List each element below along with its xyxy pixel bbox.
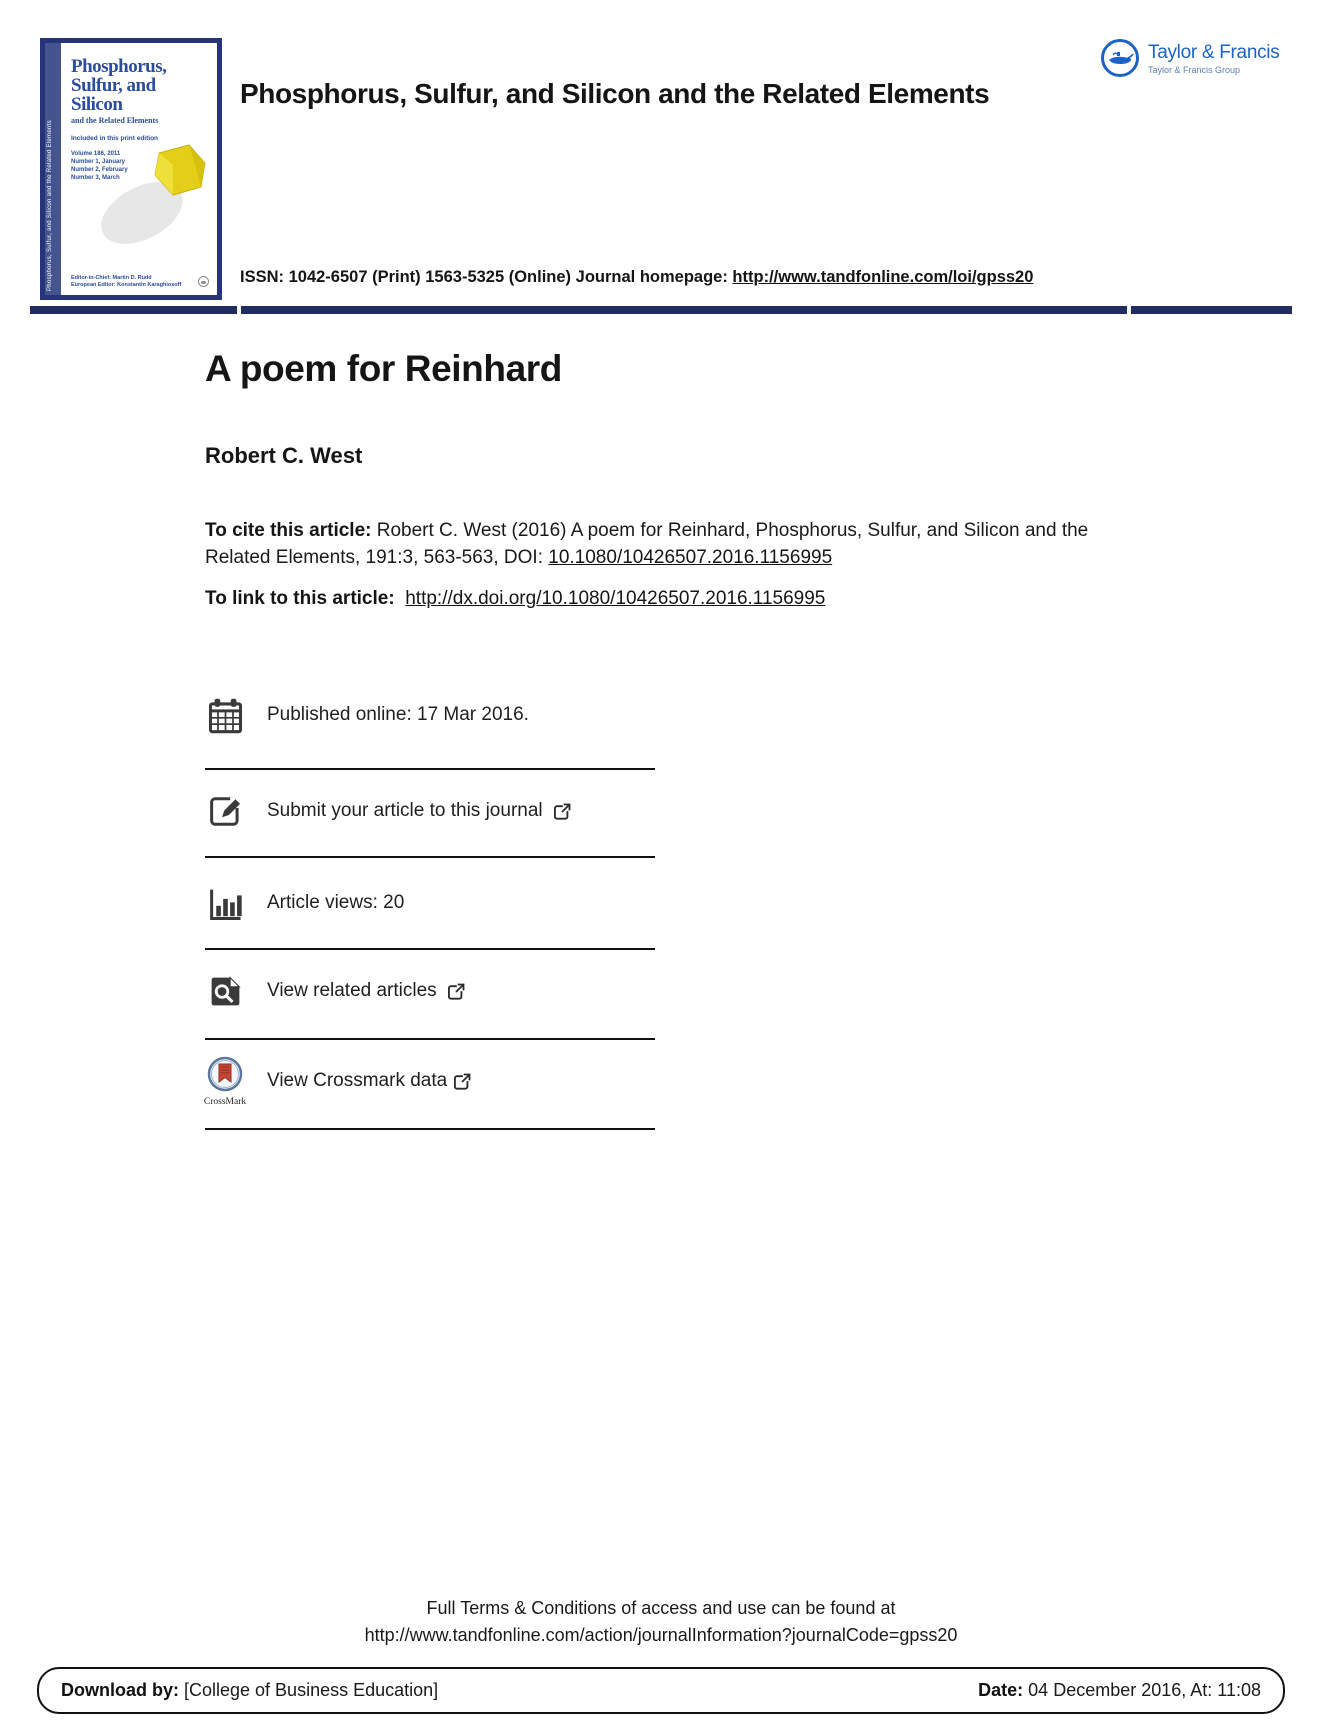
article-author: Robert C. West <box>205 443 363 468</box>
cover-issue-info: Volume 186, 2011 Number 1, January Number 2, February Number 3, March <box>71 151 128 181</box>
terms-url: http://www.tandfonline.com/action/journalInformation?journalCode=gpss20 <box>364 1625 958 1645</box>
tf-logo-name: Taylor & Francis <box>1148 42 1280 63</box>
external-link-icon <box>452 1072 472 1092</box>
related-articles-link[interactable]: View related articles <box>267 980 466 1002</box>
cover-publisher-mini-logo <box>198 276 209 287</box>
article-views-text: Article views: 20 <box>267 892 405 913</box>
related-articles-icon <box>205 973 245 1010</box>
cover-spine-text: Phosphorus, Sulfur, and Silicon and the Related Elements <box>45 43 61 295</box>
cover-title-line3: Silicon <box>71 94 123 115</box>
cover-subtitle: and the Related Elements <box>71 116 159 125</box>
cover-print-note: Included in this print edition <box>71 135 159 142</box>
divider-bar-middle <box>241 306 1127 314</box>
article-title: A poem for Reinhard <box>205 348 562 389</box>
related-articles-row[interactable] <box>205 966 655 1016</box>
cover-title-line2: Sulfur, and <box>71 75 156 96</box>
cite-paragraph <box>205 517 1145 571</box>
terms-line1: Full Terms & Conditions of access and use can be found at <box>426 1598 896 1618</box>
cover-editors: Editor-in-Chief: Martin D. Rudd European Editor: Konstantin Karaghiosoff <box>71 275 182 288</box>
crossmark-caption: CrossMark <box>203 1096 247 1107</box>
terms-and-conditions <box>0 1595 1322 1649</box>
cover-body <box>61 43 217 295</box>
tf-lamp-icon <box>1100 38 1140 78</box>
link-paragraph <box>205 588 1145 610</box>
divider-bar-left <box>30 306 237 314</box>
row-divider <box>205 1038 655 1040</box>
external-link-icon <box>552 802 572 822</box>
issn-label: ISSN: 1042-6507 (Print) 1563-5325 (Online) Journal homepage: <box>240 268 733 286</box>
submit-pencil-icon <box>205 793 245 830</box>
cite-text: Robert C. West (2016) A poem for Reinhard, Phosphorus, Sulfur, and Silicon and the Related Elements, 191:3, 563-563, DOI: <box>205 520 1089 568</box>
journal-cover-thumbnail <box>40 38 222 300</box>
sulfur-crystal-image <box>97 135 215 255</box>
row-divider <box>205 1128 655 1130</box>
tf-logo-wordmark <box>1148 42 1279 75</box>
cover-title-line1: Phosphorus, <box>71 56 167 77</box>
link-label: To link to this article: <box>205 588 395 609</box>
external-link-icon <box>446 982 466 1002</box>
published-online-row <box>205 690 655 740</box>
crossmark-icon <box>205 1056 245 1107</box>
bar-chart-icon <box>205 885 245 922</box>
download-date: Date: 04 December 2016, At: 11:08 <box>978 1680 1261 1700</box>
cite-label: To cite this article: <box>205 520 372 541</box>
taylor-francis-logo <box>1100 38 1279 78</box>
submit-article-link[interactable]: Submit your article to this journal <box>267 800 572 822</box>
issn-line <box>240 268 1040 287</box>
submit-article-row[interactable] <box>205 786 655 836</box>
divider-bar-right <box>1131 306 1292 314</box>
journal-homepage-link[interactable]: http://www.tandfonline.com/loi/gpss20 <box>732 268 1034 286</box>
published-online-text: Published online: 17 Mar 2016. <box>267 704 529 725</box>
row-divider <box>205 856 655 858</box>
tf-logo-group: Taylor & Francis Group <box>1148 65 1241 75</box>
calendar-icon <box>205 697 245 734</box>
article-views-row <box>205 878 655 928</box>
row-divider <box>205 768 655 770</box>
download-by: Download by: [College of Business Education] <box>61 1680 439 1700</box>
article-doi-link[interactable]: http://dx.doi.org/10.1080/10426507.2016.1156995 <box>405 588 826 609</box>
journal-title: Phosphorus, Sulfur, and Silicon and the Related Elements <box>240 78 990 109</box>
cite-doi-link[interactable]: 10.1080/10426507.2016.1156995 <box>548 547 833 568</box>
crossmark-link[interactable]: View Crossmark data <box>267 1070 472 1092</box>
cover-title <box>71 57 209 114</box>
download-info-bar <box>37 1667 1285 1714</box>
row-divider <box>205 948 655 950</box>
crossmark-row[interactable] <box>205 1052 655 1110</box>
